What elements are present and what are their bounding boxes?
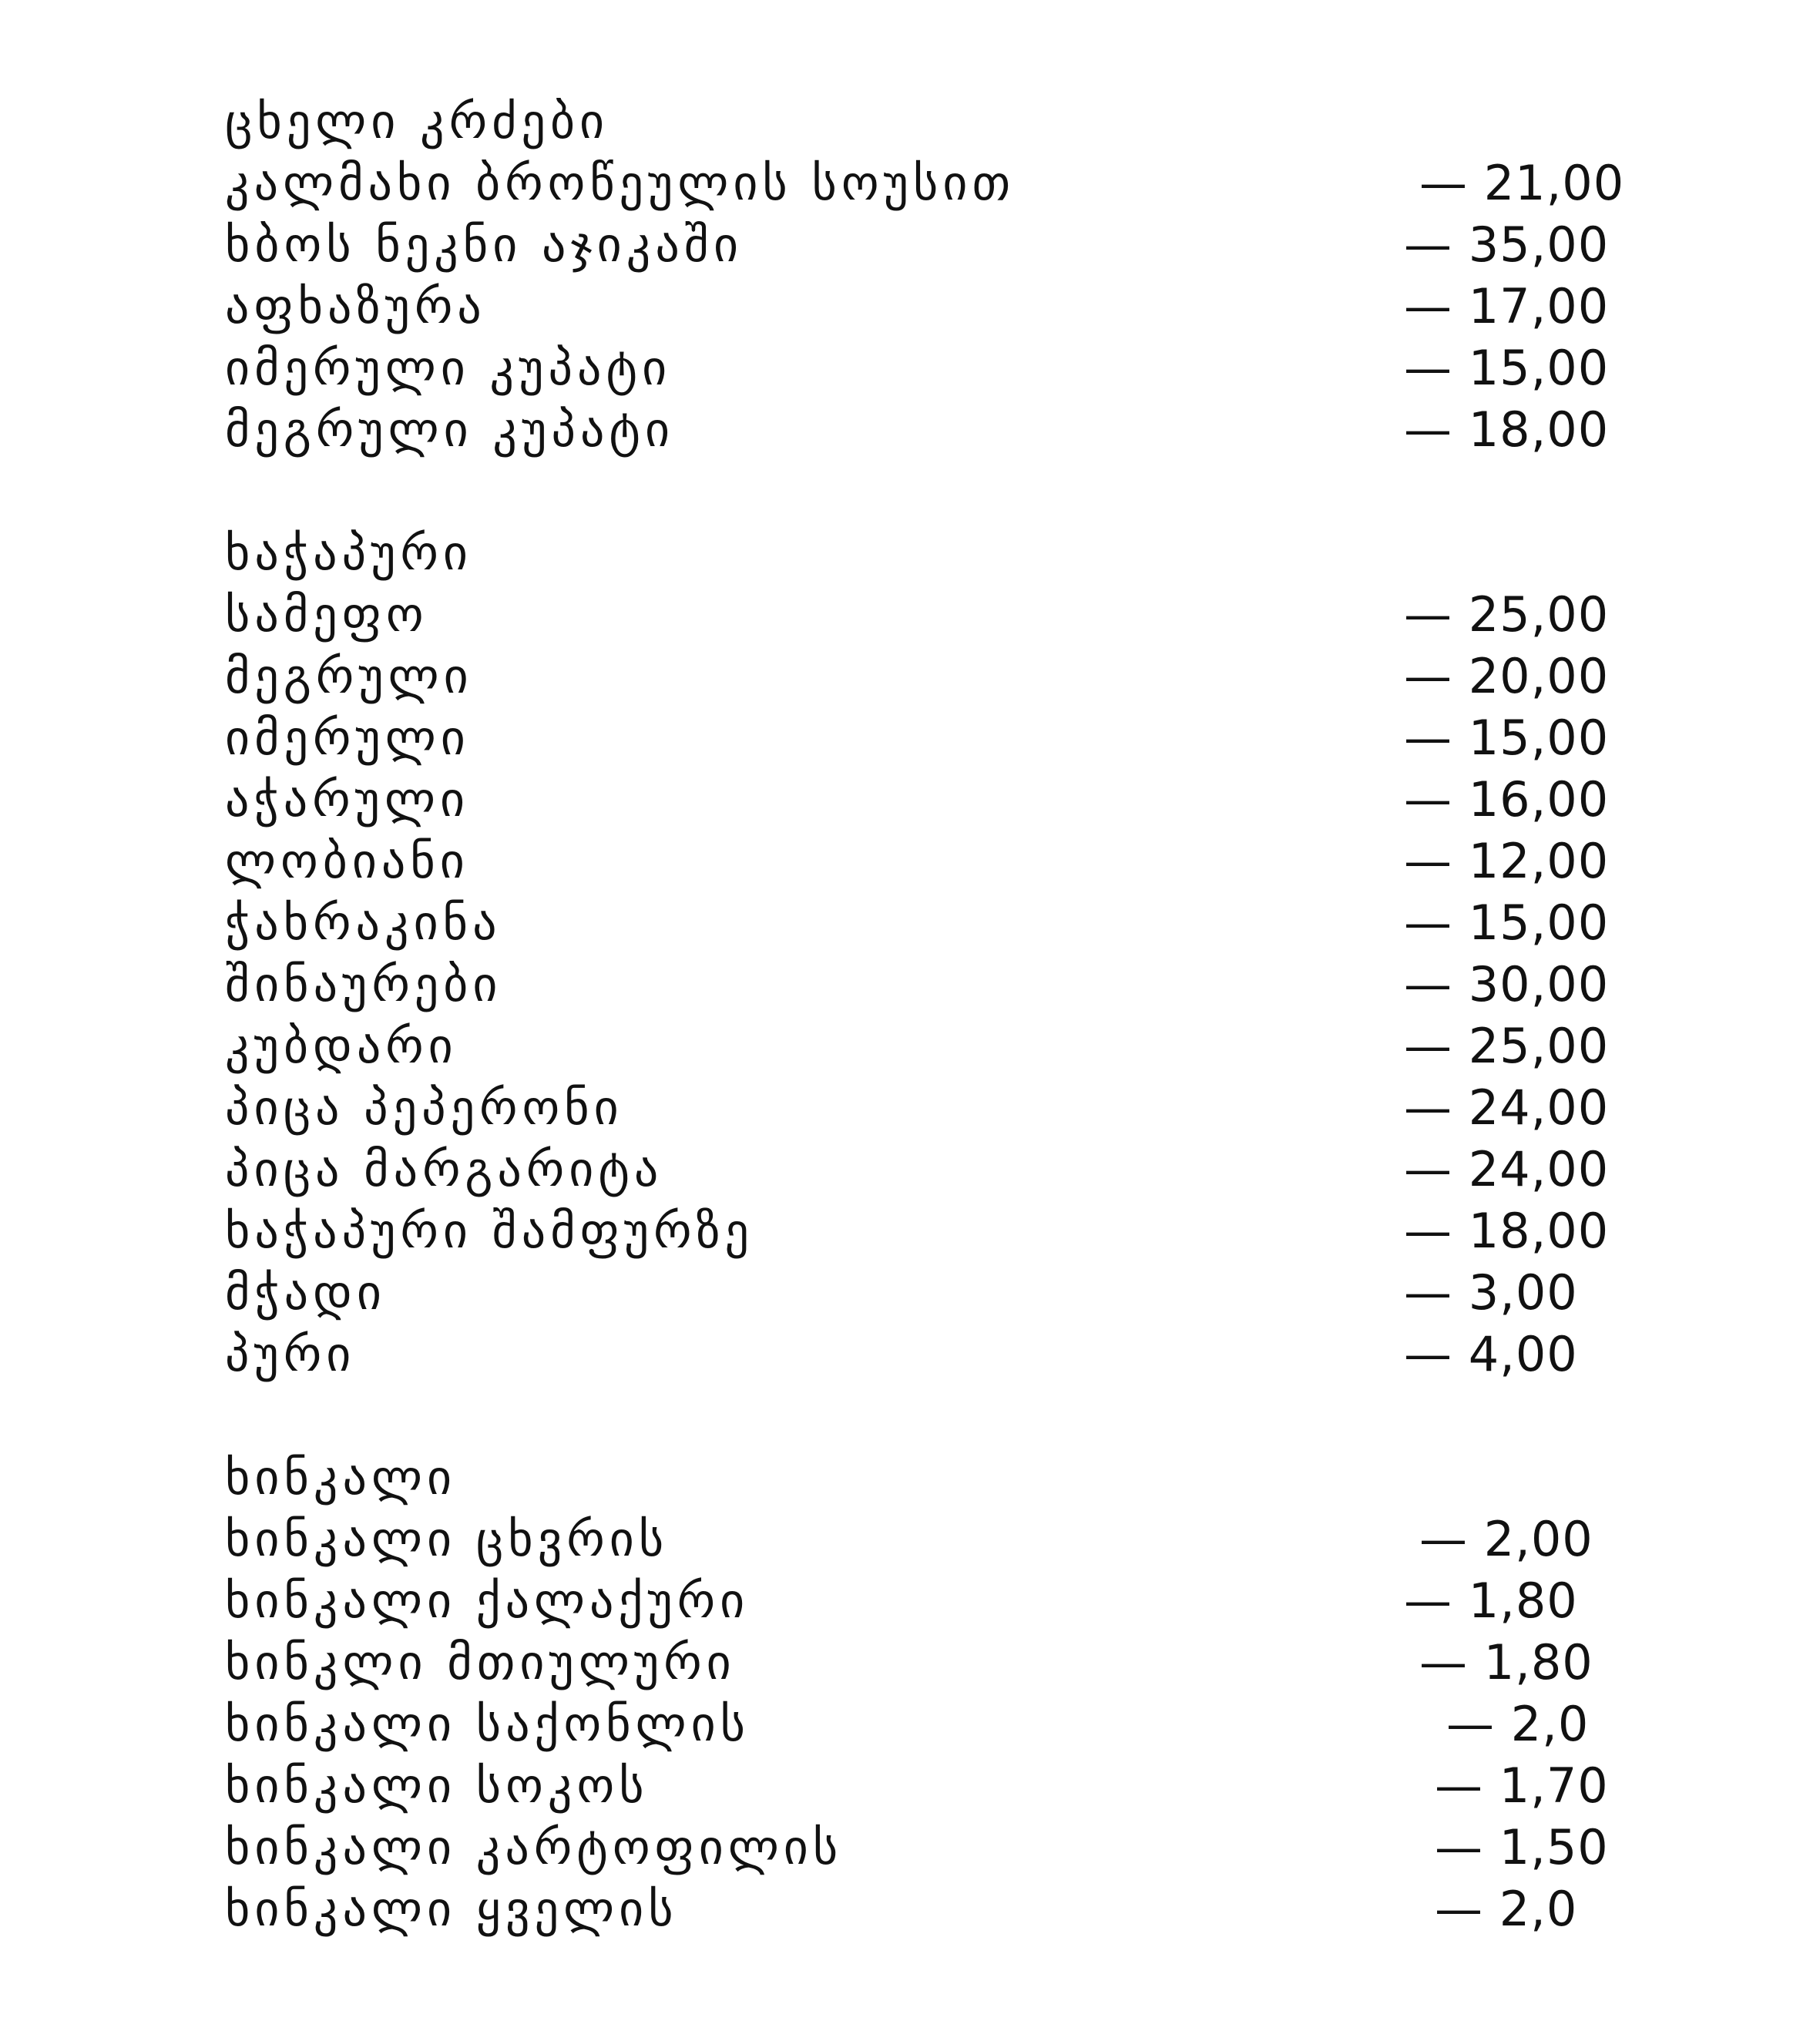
item-name: ხბოს ნეკნი აჯიკაში	[225, 217, 744, 273]
item-price: — 2,0	[1446, 1696, 1590, 1752]
item-price: — 20,00	[1404, 648, 1610, 704]
item-price: — 21,00	[1419, 155, 1625, 211]
menu-item	[225, 1324, 1612, 1385]
item-price: — 24,00	[1404, 1079, 1610, 1136]
menu-item	[225, 1077, 1612, 1139]
item-name: მეგრული კუპატი	[225, 401, 675, 458]
item-name: ხინკალი ცხვრის	[225, 1511, 669, 1567]
item-price: — 25,00	[1404, 1018, 1610, 1074]
menu	[225, 91, 1625, 1940]
menu-item	[225, 1570, 1612, 1632]
menu-item	[225, 1016, 1612, 1077]
menu-item	[225, 892, 1612, 954]
menu-section-hot-dishes	[225, 91, 1625, 461]
item-price: — 24,00	[1404, 1141, 1610, 1197]
menu-item	[225, 153, 1625, 214]
menu-item	[225, 1694, 1612, 1755]
item-price: — 3,00	[1404, 1264, 1578, 1321]
item-price: — 18,00	[1404, 401, 1610, 458]
item-price: — 35,00	[1404, 217, 1610, 273]
item-name: აჭარული	[225, 771, 470, 828]
item-name: ჭახრაკინა	[225, 895, 502, 951]
item-name: პიცა მარგარიტა	[225, 1141, 663, 1197]
menu-item	[225, 1200, 1612, 1262]
section-heading: ხაჭაპური	[225, 525, 472, 581]
item-name: სამეფო	[225, 586, 428, 643]
menu-section-khachapuri	[225, 522, 1612, 1385]
menu-item	[225, 337, 1612, 399]
menu-item	[225, 1262, 1612, 1324]
item-price: — 15,00	[1404, 340, 1610, 396]
item-price: — 15,00	[1404, 710, 1610, 766]
menu-item	[225, 214, 1612, 276]
menu-item	[225, 769, 1612, 831]
item-price: — 15,00	[1404, 895, 1610, 951]
menu-item	[225, 1817, 1612, 1878]
menu-item	[225, 1878, 1612, 1940]
item-price: — 25,00	[1404, 586, 1610, 643]
section-heading: ცხელი კრძები	[225, 93, 609, 149]
menu-item	[225, 1509, 1612, 1570]
item-name: ხაჭაპური შამფურზე	[225, 1203, 754, 1259]
item-name: ხინკალი ყველის	[225, 1881, 678, 1937]
item-name: კალმახი ბროწეულის სოუსით	[225, 155, 1016, 211]
menu-item	[225, 831, 1612, 892]
menu-item	[225, 646, 1612, 707]
menu-item	[225, 1755, 1612, 1817]
item-price: — 1,80	[1404, 1573, 1578, 1629]
menu-item	[225, 399, 1612, 461]
item-price: — 4,00	[1404, 1326, 1578, 1382]
item-name: იმერული	[225, 710, 470, 766]
item-name: ხინკალი საქონლის	[225, 1696, 750, 1752]
menu-section-khinkali	[225, 1447, 1612, 1940]
item-name: ხინკალი კარტოფილის	[225, 1819, 843, 1875]
item-price: — 16,00	[1404, 771, 1610, 828]
item-name: კუბდარი	[225, 1018, 458, 1074]
item-name: აფხაზურა	[225, 278, 486, 334]
menu-item	[225, 1632, 1612, 1694]
item-name: ხინკლი მთიულური	[225, 1634, 736, 1690]
item-name: ხინკალი ქალაქური	[225, 1573, 750, 1629]
menu-item	[225, 1139, 1612, 1200]
item-price: — 18,00	[1404, 1203, 1610, 1259]
menu-item	[225, 276, 1612, 337]
item-price: — 1,70	[1435, 1757, 1609, 1814]
item-price: — 17,00	[1404, 278, 1610, 334]
menu-item	[225, 707, 1612, 769]
item-price: — 2,00	[1419, 1511, 1593, 1567]
item-price: — 1,80	[1419, 1634, 1593, 1690]
item-name: ხინკალი სოკოს	[225, 1757, 649, 1814]
item-price: — 30,00	[1404, 956, 1610, 1012]
item-price: — 12,00	[1404, 833, 1610, 889]
item-name: მჭადი	[225, 1264, 386, 1321]
menu-item	[225, 584, 1612, 646]
item-price: — 1,50	[1435, 1819, 1609, 1875]
item-name: პური	[225, 1326, 356, 1382]
item-name: ლობიანი	[225, 833, 469, 889]
section-heading: ხინკალი	[225, 1449, 457, 1506]
item-name: მეგრული	[225, 648, 473, 704]
menu-item	[225, 954, 1612, 1016]
item-name: იმერული კუპატი	[225, 340, 672, 396]
item-name: შინაურები	[225, 956, 502, 1012]
item-name: პიცა პეპერონი	[225, 1079, 623, 1136]
item-price: — 2,0	[1435, 1881, 1578, 1937]
